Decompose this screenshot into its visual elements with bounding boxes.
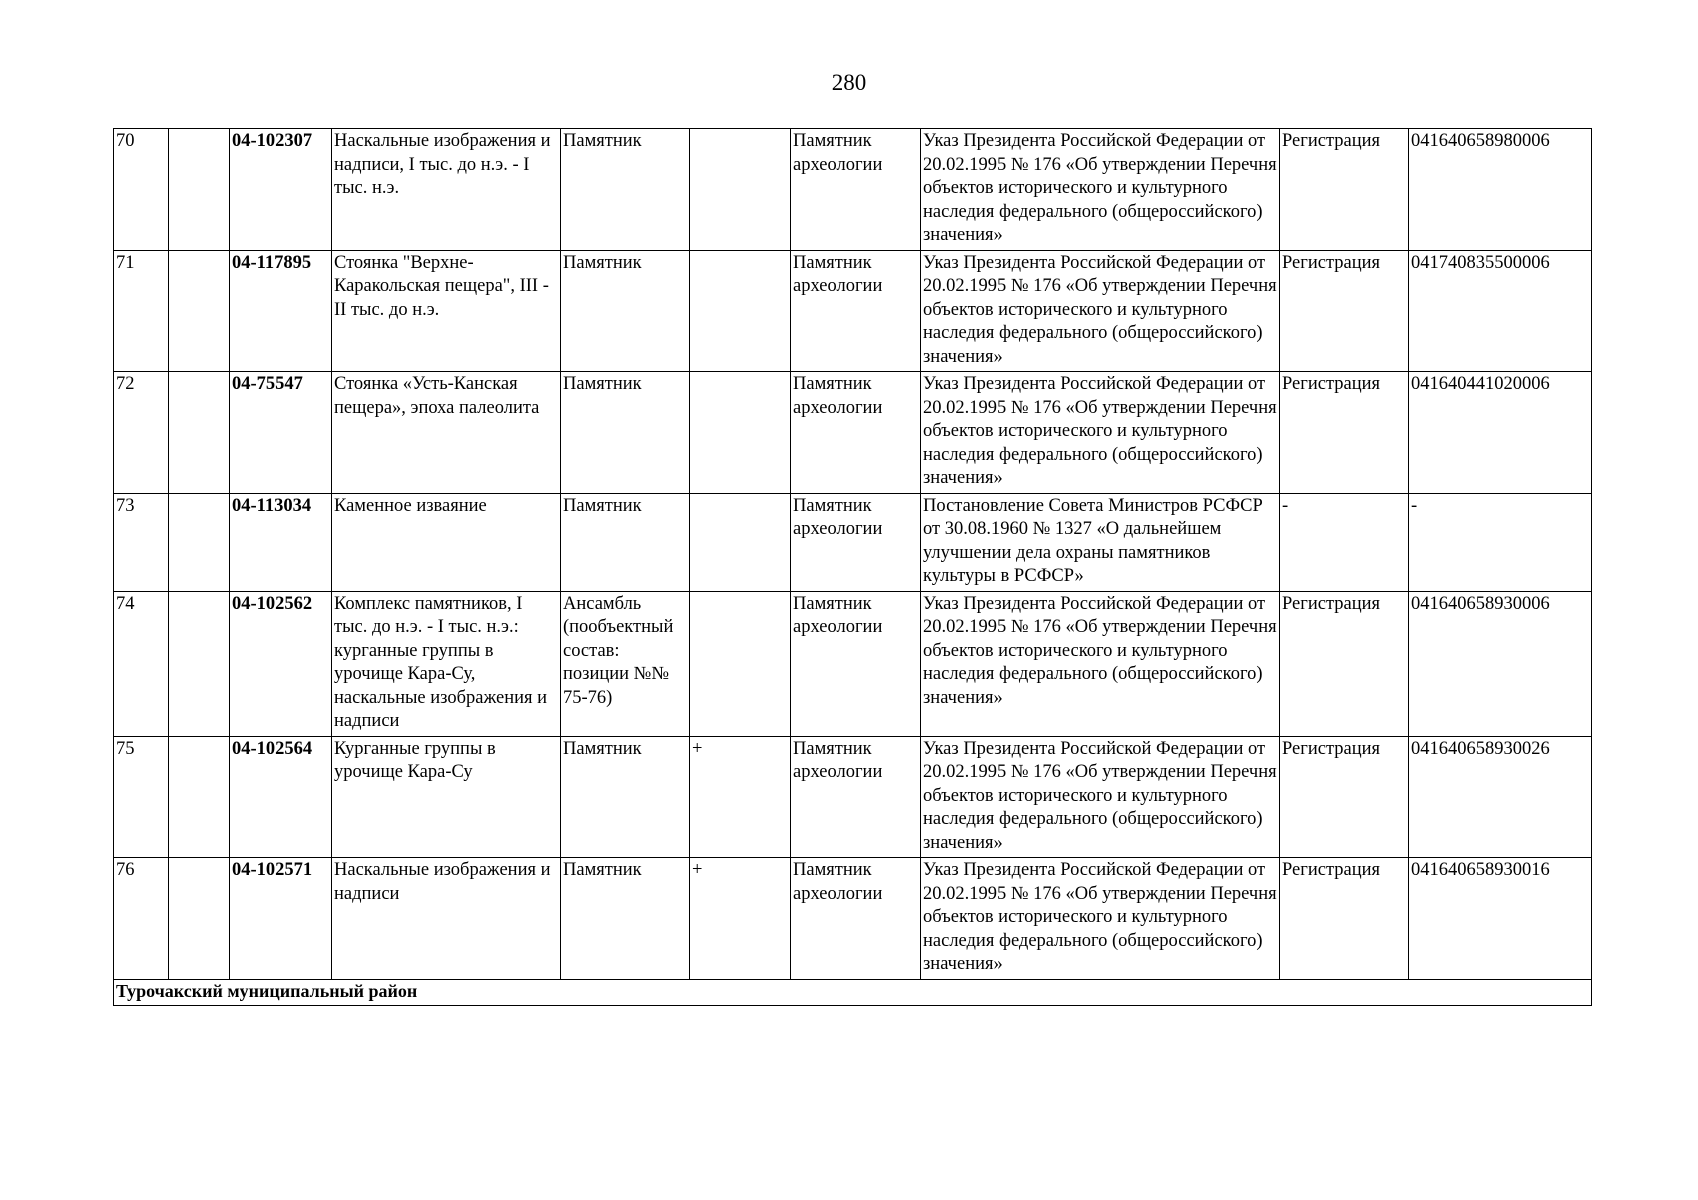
- object-name: Каменное изваяние: [332, 493, 561, 591]
- object-type: Памятник: [561, 250, 690, 372]
- included-mark: [690, 250, 791, 372]
- object-type: Памятник: [561, 736, 690, 858]
- object-category: Памятник археологии: [791, 736, 921, 858]
- table-row: [114, 858, 1592, 980]
- included-mark: [690, 591, 791, 736]
- object-name: Комплекс памятников, I тыс. до н.э. - I тыс. н.э.: курганные группы в урочище Кара-Су, наскальные изображения и надписи: [332, 591, 561, 736]
- registration-number: 041640441020006: [1409, 372, 1592, 494]
- row-number: 70: [114, 129, 169, 251]
- registration-status: Регистрация: [1280, 736, 1409, 858]
- table-row: [114, 372, 1592, 494]
- object-id: 04-102562: [230, 591, 332, 736]
- table-row: [114, 591, 1592, 736]
- object-type: Памятник: [561, 493, 690, 591]
- row-code: [169, 129, 230, 251]
- heritage-registry-table: [113, 128, 1592, 1006]
- object-id: 04-113034: [230, 493, 332, 591]
- object-id: 04-102571: [230, 858, 332, 980]
- row-number: 74: [114, 591, 169, 736]
- registration-status: Регистрация: [1280, 591, 1409, 736]
- object-category: Памятник археологии: [791, 250, 921, 372]
- registration-number: 041640658980006: [1409, 129, 1592, 251]
- row-number: 71: [114, 250, 169, 372]
- registration-number: 041740835500006: [1409, 250, 1592, 372]
- object-id: 04-102564: [230, 736, 332, 858]
- registration-number: 041640658930026: [1409, 736, 1592, 858]
- legal-document: Указ Президента Российской Федерации от 20.02.1995 № 176 «Об утверждении Перечня объектов исторического и культурного наследия федерального (общероссийского) значения»: [921, 591, 1280, 736]
- registration-number: -: [1409, 493, 1592, 591]
- object-type: Памятник: [561, 129, 690, 251]
- object-id: 04-75547: [230, 372, 332, 494]
- included-mark: [690, 129, 791, 251]
- registration-number: 041640658930016: [1409, 858, 1592, 980]
- object-category: Памятник археологии: [791, 591, 921, 736]
- included-mark: [690, 372, 791, 494]
- row-code: [169, 493, 230, 591]
- row-code: [169, 372, 230, 494]
- legal-document: Указ Президента Российской Федерации от 20.02.1995 № 176 «Об утверждении Перечня объектов исторического и культурного наследия федерального (общероссийского) значения»: [921, 736, 1280, 858]
- object-id: 04-117895: [230, 250, 332, 372]
- row-number: 75: [114, 736, 169, 858]
- row-code: [169, 736, 230, 858]
- legal-document: Указ Президента Российской Федерации от 20.02.1995 № 176 «Об утверждении Перечня объектов исторического и культурного наследия федерального (общероссийского) значения»: [921, 372, 1280, 494]
- object-name: Стоянка "Верхне-Каракольская пещера", III - II тыс. до н.э.: [332, 250, 561, 372]
- included-mark: +: [690, 736, 791, 858]
- object-name: Наскальные изображения и надписи: [332, 858, 561, 980]
- legal-document: Указ Президента Российской Федерации от 20.02.1995 № 176 «Об утверждении Перечня объектов исторического и культурного наследия федерального (общероссийского) значения»: [921, 250, 1280, 372]
- object-name: Наскальные изображения и надписи, I тыс. до н.э. - I тыс. н.э.: [332, 129, 561, 251]
- table-row: [114, 129, 1592, 251]
- included-mark: +: [690, 858, 791, 980]
- legal-document: Указ Президента Российской Федерации от 20.02.1995 № 176 «Об утверждении Перечня объектов исторического и культурного наследия федерального (общероссийского) значения»: [921, 858, 1280, 980]
- table-row: [114, 736, 1592, 858]
- object-name: Курганные группы в урочище Кара-Су: [332, 736, 561, 858]
- object-category: Памятник археологии: [791, 858, 921, 980]
- object-id: 04-102307: [230, 129, 332, 251]
- table-row: [114, 493, 1592, 591]
- object-category: Памятник археологии: [791, 493, 921, 591]
- object-category: Памятник археологии: [791, 129, 921, 251]
- row-number: 76: [114, 858, 169, 980]
- section-title: Турочакский муниципальный район: [114, 979, 1592, 1005]
- included-mark: [690, 493, 791, 591]
- page-number: 280: [831, 70, 867, 95]
- object-type: Ансамбль (пообъектный состав: позиции №№ 75-76): [561, 591, 690, 736]
- registration-status: Регистрация: [1280, 129, 1409, 251]
- row-code: [169, 858, 230, 980]
- registration-status: Регистрация: [1280, 858, 1409, 980]
- legal-document: Указ Президента Российской Федерации от 20.02.1995 № 176 «Об утверждении Перечня объектов исторического и культурного наследия федерального (общероссийского) значения»: [921, 129, 1280, 251]
- legal-document: Постановление Совета Министров РСФСР от 30.08.1960 № 1327 «О дальнейшем улучшении дела охраны памятников культуры в РСФСР»: [921, 493, 1280, 591]
- object-name: Стоянка «Усть-Канская пещера», эпоха палеолита: [332, 372, 561, 494]
- registration-status: -: [1280, 493, 1409, 591]
- object-type: Памятник: [561, 858, 690, 980]
- table-row: [114, 250, 1592, 372]
- object-type: Памятник: [561, 372, 690, 494]
- object-category: Памятник археологии: [791, 372, 921, 494]
- row-code: [169, 591, 230, 736]
- row-number: 73: [114, 493, 169, 591]
- row-code: [169, 250, 230, 372]
- row-number: 72: [114, 372, 169, 494]
- registration-status: Регистрация: [1280, 250, 1409, 372]
- registration-number: 041640658930006: [1409, 591, 1592, 736]
- registration-status: Регистрация: [1280, 372, 1409, 494]
- section-row: [114, 979, 1592, 1005]
